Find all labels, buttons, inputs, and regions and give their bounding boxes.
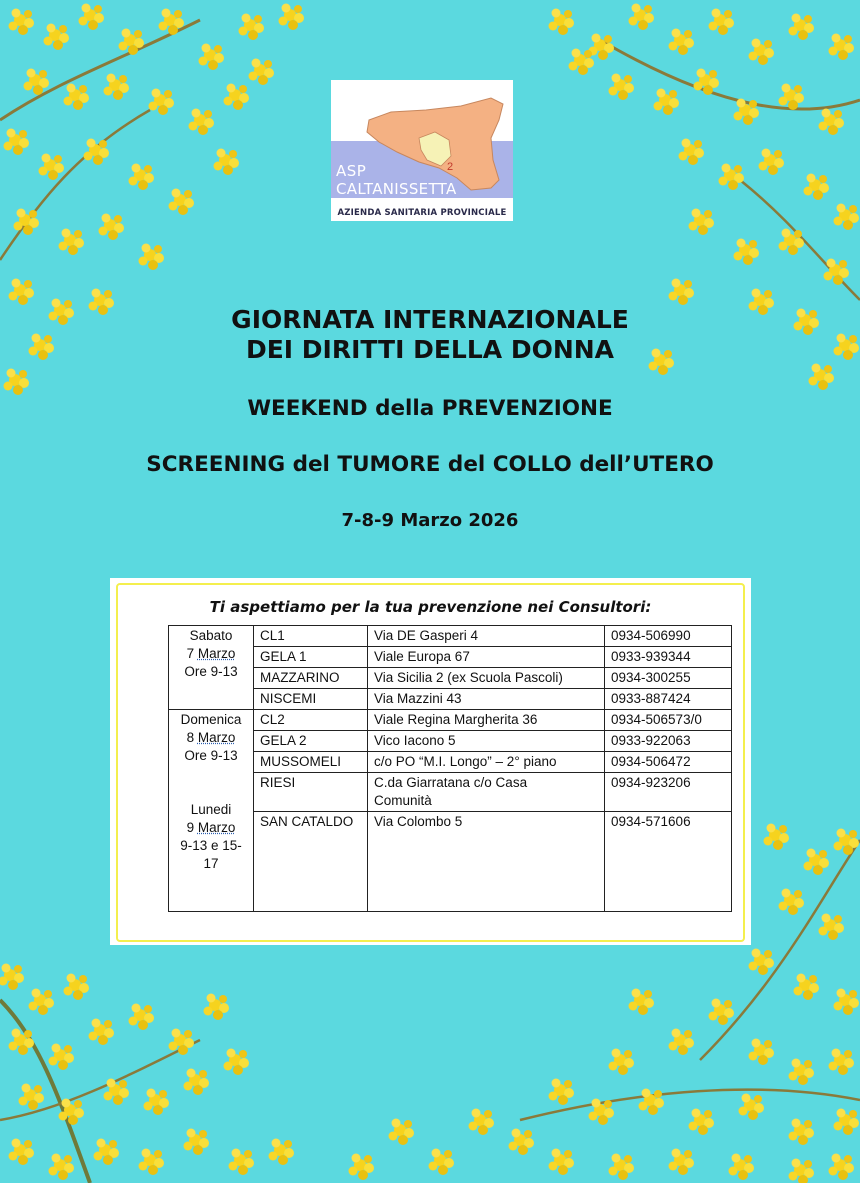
site-cell: GELA 2 (254, 731, 368, 752)
address-cell: Viale Europa 67 (368, 647, 605, 668)
table-row (169, 731, 732, 752)
table-row (169, 668, 732, 689)
phone-cell: 0933-922063 (605, 731, 732, 752)
consultori-table (168, 625, 732, 912)
weekend-title: WEEKEND della PREVENZIONE (247, 396, 613, 421)
schedule-heading: Ti aspettiamo per la tua prevenzione nei Consultori: (209, 598, 652, 616)
phone-cell: 0934-923206 (605, 773, 732, 812)
schedule-card (110, 578, 751, 945)
logo-asp-text: ASP (336, 162, 367, 180)
day-cell-sunday-monday: Domenica 8 Marzo Ore 9-13 Lunedi 9 Marzo 9-13 e 15- 17 (169, 710, 254, 912)
table-row (169, 773, 732, 812)
address-cell: Via Sicilia 2 (ex Scuola Pascoli) (368, 668, 605, 689)
phone-cell: 0933-939344 (605, 647, 732, 668)
address-cell: Viale Regina Margherita 36 (368, 710, 605, 731)
site-cell: SAN CATALDO (254, 812, 368, 912)
svg-text:2: 2 (447, 161, 454, 173)
site-cell: CL1 (254, 626, 368, 647)
logo-city-text: CALTANISSETTA (336, 180, 457, 198)
site-cell: RIESI (254, 773, 368, 812)
address-cell: Via Colombo 5 (368, 812, 605, 912)
screening-title: SCREENING del TUMORE del COLLO dell’UTERO (146, 452, 714, 477)
phone-cell: 0934-506472 (605, 752, 732, 773)
sicily-map-icon (331, 80, 513, 221)
site-cell: CL2 (254, 710, 368, 731)
table-row (169, 647, 732, 668)
site-cell: GELA 1 (254, 647, 368, 668)
day-cell-saturday: Sabato 7 Marzo Ore 9-13 (169, 626, 254, 710)
table-row (169, 626, 732, 647)
phone-cell: 0934-506990 (605, 626, 732, 647)
table-row (169, 689, 732, 710)
address-cell: Via DE Gasperi 4 (368, 626, 605, 647)
table-row (169, 752, 732, 773)
main-title (0, 305, 860, 365)
main-title-line1: GIORNATA INTERNAZIONALE (231, 305, 629, 334)
logo-subtitle: AZIENDA SANITARIA PROVINCIALE (337, 208, 507, 218)
asp-logo (331, 80, 513, 221)
table-row (169, 710, 732, 731)
address-cell: C.da Giarratana c/o Casa Comunità (368, 773, 605, 812)
site-cell: MUSSOMELI (254, 752, 368, 773)
address-cell: Vico Iacono 5 (368, 731, 605, 752)
table-row (169, 812, 732, 912)
mimosa-bottom-left (0, 964, 294, 1183)
address-cell: c/o PO “M.I. Longo” – 2° piano (368, 752, 605, 773)
phone-cell: 0934-506573/0 (605, 710, 732, 731)
site-cell: NISCEMI (254, 689, 368, 710)
main-title-line2: DEI DIRITTI DELLA DONNA (245, 335, 615, 364)
event-dates: 7-8-9 Marzo 2026 (341, 510, 519, 531)
address-cell: Via Mazzini 43 (368, 689, 605, 710)
phone-cell: 0934-300255 (605, 668, 732, 689)
site-cell: MAZZARINO (254, 668, 368, 689)
phone-cell: 0934-571606 (605, 812, 732, 912)
phone-cell: 0933-887424 (605, 689, 732, 710)
